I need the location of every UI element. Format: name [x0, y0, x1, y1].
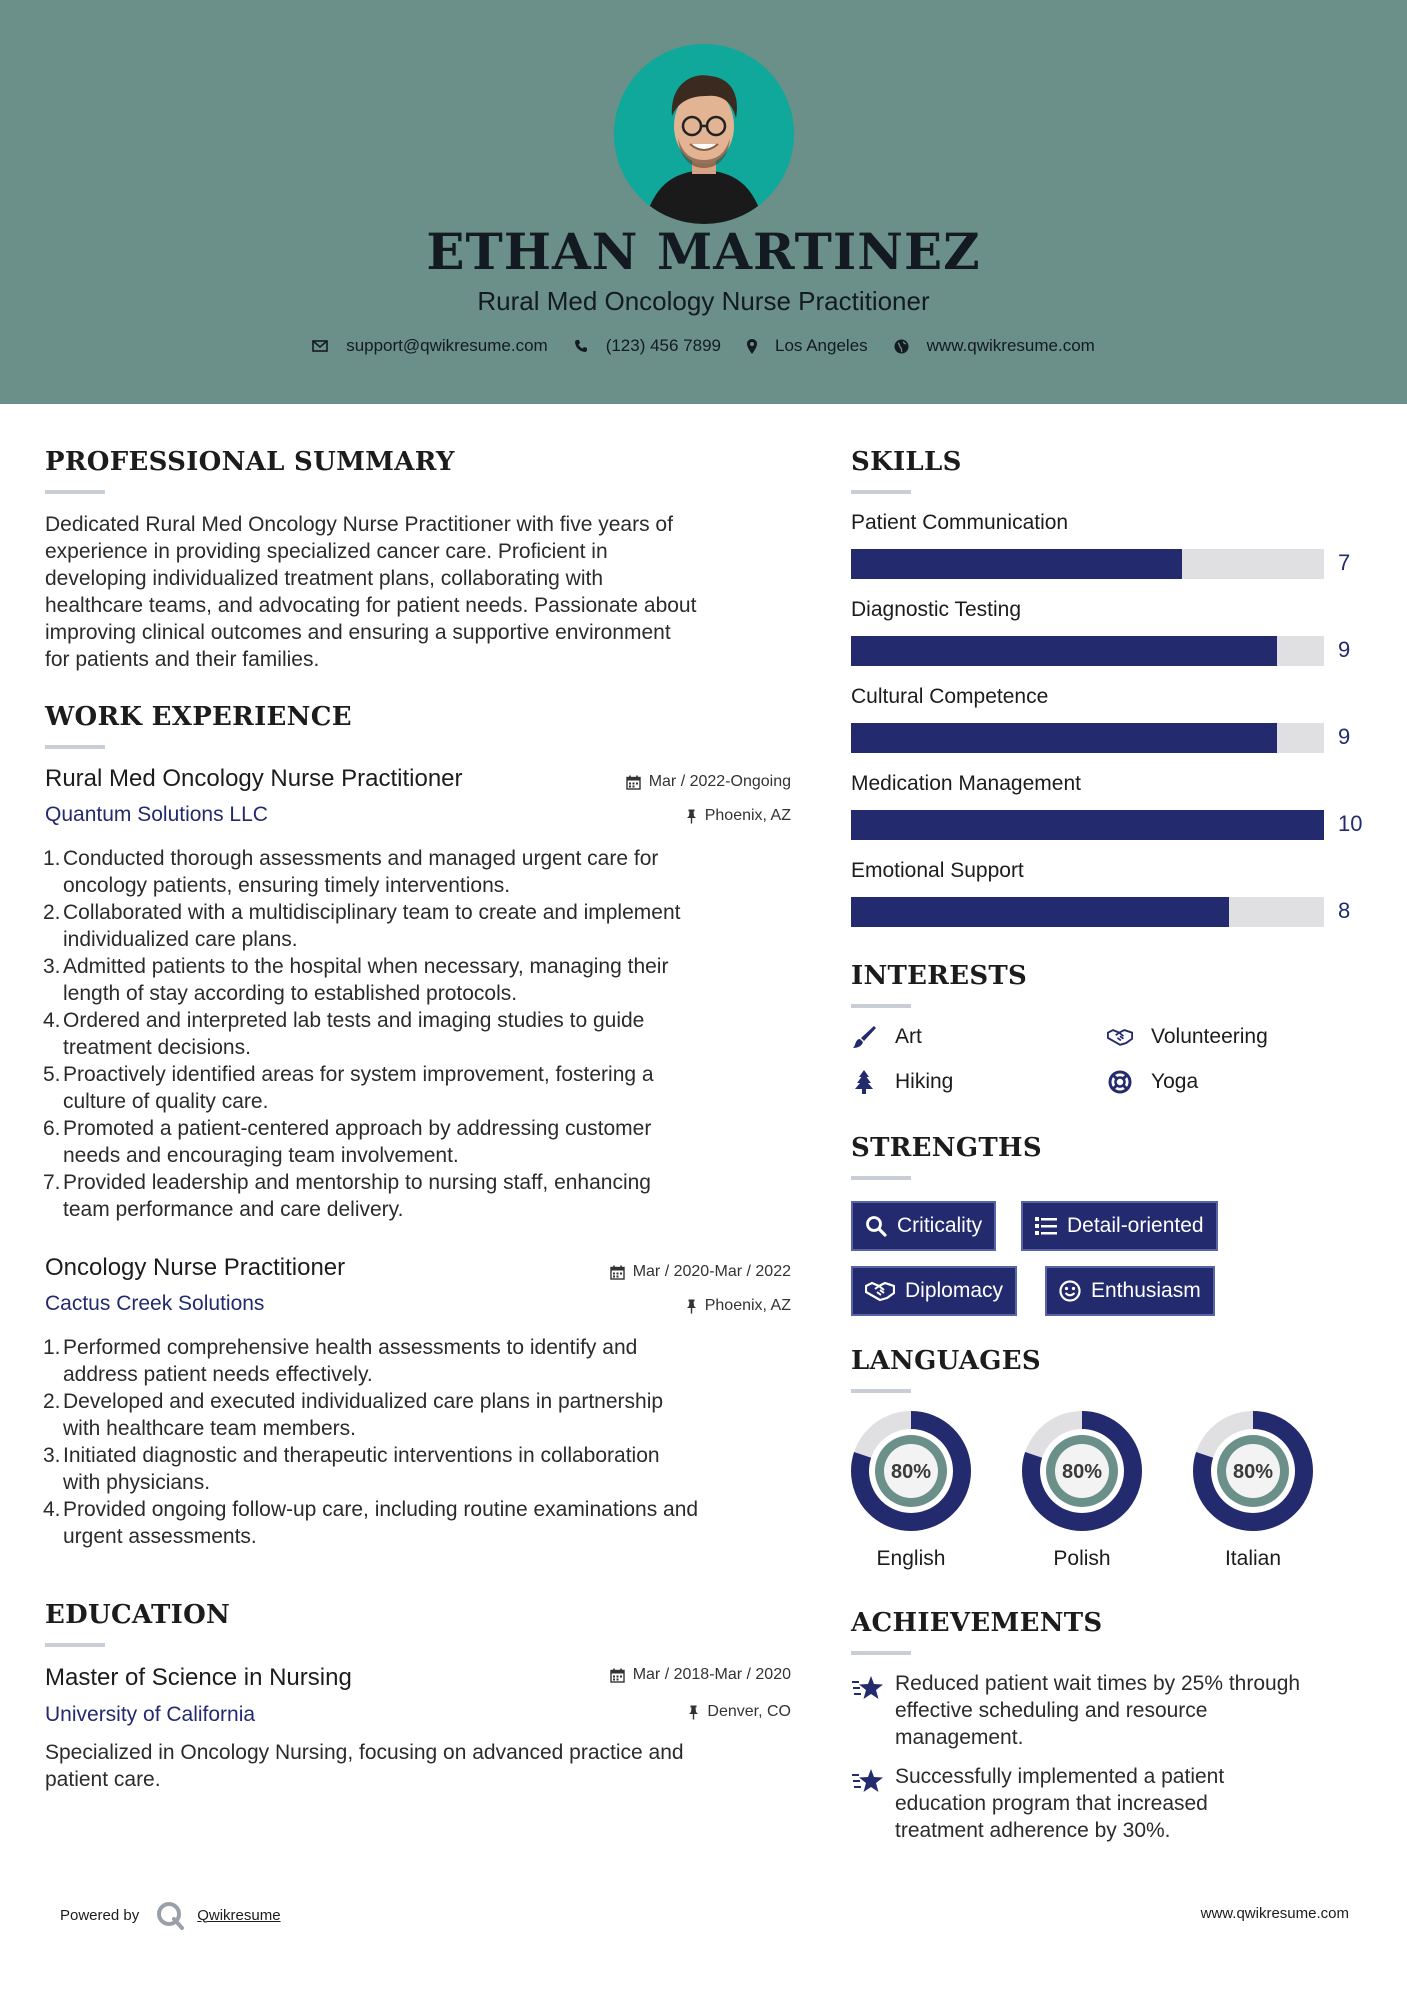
skills-heading: SKILLS: [851, 447, 962, 477]
skill-value: 9: [1338, 637, 1351, 662]
interest-label: Yoga: [1151, 1070, 1199, 1093]
list-item: 2. Developed and executed individualized care plans in partnership with healthcare team members.: [45, 1388, 805, 1442]
experience-heading: WORK EXPERIENCE: [45, 702, 352, 732]
skill-bar-track: [851, 810, 1324, 840]
language-donut: [849, 1409, 973, 1533]
language-percent: 80%: [890, 1461, 932, 1483]
duty-line: Provided ongoing follow-up care, including routine examinations and: [63, 1498, 699, 1521]
skill-name: Emotional Support: [851, 859, 1024, 882]
education-description: [45, 1739, 684, 1793]
summary-text: [45, 511, 696, 673]
interests-underline: [851, 1004, 911, 1008]
interest-label: Art: [895, 1025, 922, 1048]
list-item: 5. Proactively identified areas for system improvement, fostering a culture of quality care.: [45, 1061, 805, 1115]
map-marker-icon: [747, 339, 757, 354]
dates-text: Mar / 2020-Mar / 2022: [632, 1263, 791, 1280]
location-text: Phoenix, AZ: [704, 1297, 791, 1314]
strength-tag-criticality: [851, 1201, 996, 1251]
list-item: 3. Admitted patients to the hospital when necessary, managing their length of stay according to established protocols.: [45, 953, 805, 1007]
duty-line: Conducted thorough assessments and managed urgent care for: [63, 847, 659, 870]
interest-label: Volunteering: [1151, 1025, 1268, 1048]
duty-line: culture of quality care.: [63, 1090, 269, 1113]
achievement-item: [851, 1763, 1371, 1844]
duty-line: Proactively identified areas for system improvement, fostering a: [63, 1063, 654, 1086]
summary-heading: PROFESSIONAL SUMMARY: [45, 447, 455, 477]
duty-line: Provided leadership and mentorship to nursing staff, enhancing: [63, 1171, 651, 1194]
phone-text: (123) 456 7899: [605, 336, 722, 355]
achievement-line: effective scheduling and resource: [895, 1699, 1208, 1722]
list-item: 4. Provided ongoing follow-up care, including routine examinations and urgent assessments.: [45, 1496, 805, 1550]
job-location: [686, 807, 791, 825]
job-title: Oncology Nurse Practitioner: [45, 1254, 346, 1281]
skill-bar-track: [851, 636, 1324, 666]
duty-line: with healthcare team members.: [63, 1417, 356, 1440]
list-icon: [1035, 1216, 1057, 1236]
language-percent: 80%: [1232, 1461, 1274, 1483]
phone-icon: [574, 339, 588, 353]
language-donut: [1020, 1409, 1144, 1533]
contact-website[interactable]: [894, 336, 1095, 356]
strength-label: Diplomacy: [905, 1279, 1004, 1302]
duty-line: address patient needs effectively.: [63, 1363, 373, 1386]
powered-by-text: Powered by: [60, 1906, 140, 1924]
language-name: English: [876, 1547, 946, 1570]
language-item: [849, 1409, 973, 1570]
handshake-icon: [1107, 1026, 1133, 1048]
skill-bar-track: [851, 723, 1324, 753]
job-title: Rural Med Oncology Nurse Practitioner: [45, 765, 463, 792]
education-location: [688, 1703, 791, 1721]
education-heading: EDUCATION: [45, 1600, 231, 1630]
website-text: www.qwikresume.com: [926, 336, 1095, 355]
skill-bar-fill: [851, 723, 1277, 753]
interest-volunteering: [1107, 1025, 1268, 1049]
job-dates: [626, 773, 791, 791]
list-item: 2. Collaborated with a multidisciplinary team to create and implement individualized care plans.: [45, 899, 805, 953]
list-item: 4. Ordered and interpreted lab tests and imaging studies to guide treatment decisions.: [45, 1007, 805, 1061]
contact-email[interactable]: [312, 336, 548, 356]
summary-line: experience in providing specialized cancer care. Proficient in: [45, 540, 608, 563]
globe-icon: [894, 339, 909, 354]
list-item: 1. Conducted thorough assessments and managed urgent care for oncology patients, ensuring timely interventions.: [45, 845, 805, 899]
skill-value: 8: [1338, 898, 1351, 923]
school-name: University of California: [45, 1703, 256, 1726]
duty-line: Ordered and interpreted lab tests and imaging studies to guide: [63, 1009, 645, 1032]
interests-heading: INTERESTS: [851, 961, 1028, 991]
achievement-item: [851, 1670, 1371, 1751]
footer-powered-by: [60, 1900, 281, 1930]
skill-bar-fill: [851, 810, 1324, 840]
education-dates: [610, 1666, 791, 1684]
smile-icon: [1059, 1280, 1081, 1302]
duty-line: Developed and executed individualized care plans in partnership: [63, 1390, 664, 1413]
achievement-text: [895, 1670, 1300, 1751]
achievement-line: management.: [895, 1726, 1024, 1749]
duty-line: needs and encouraging team involvement.: [63, 1144, 459, 1167]
location-text: Denver, CO: [707, 1703, 791, 1720]
strength-label: Detail-oriented: [1067, 1214, 1204, 1237]
achievement-line: Reduced patient wait times by 25% through: [895, 1672, 1301, 1695]
strength-label: Criticality: [897, 1214, 983, 1237]
job-duties-list: [45, 1334, 805, 1550]
achievements-heading: ACHIEVEMENTS: [851, 1608, 1103, 1638]
interest-hiking: [851, 1070, 953, 1094]
skill-name: Diagnostic Testing: [851, 598, 1022, 621]
duty-line: with physicians.: [63, 1471, 211, 1494]
paintbrush-icon: [851, 1025, 877, 1049]
handshake-icon: [865, 1280, 895, 1302]
duty-line: oncology patients, ensuring timely interventions.: [63, 874, 511, 897]
languages-heading: LANGUAGES: [851, 1346, 1041, 1376]
email-text: support@qwikresume.com: [346, 336, 548, 355]
search-icon: [865, 1215, 887, 1237]
contact-phone[interactable]: [574, 336, 721, 356]
list-item: 3. Initiated diagnostic and therapeutic interventions in collaboration with physicians.: [45, 1442, 805, 1496]
skill-bar-fill: [851, 897, 1229, 927]
skills-underline: [851, 490, 911, 494]
experience-underline: [45, 745, 105, 749]
duty-line: Admitted patients to the hospital when necessary, managing their: [63, 955, 669, 978]
interest-art: [851, 1025, 922, 1049]
contact-location: [747, 336, 868, 356]
achievement-line: treatment adherence by 30%.: [895, 1819, 1171, 1842]
duty-line: team performance and care delivery.: [63, 1198, 404, 1221]
summary-line: developing individualized treatment plans, collaborating with: [45, 567, 604, 590]
company-name: Quantum Solutions LLC: [45, 803, 268, 826]
contact-bar: [0, 336, 1407, 356]
language-percent: 80%: [1061, 1461, 1103, 1483]
job-dates: [610, 1263, 791, 1281]
footer-website[interactable]: www.qwikresume.com: [1200, 1905, 1349, 1922]
language-item: [1191, 1409, 1315, 1570]
language-name: Polish: [1053, 1547, 1111, 1570]
star-award-icon: [851, 1670, 895, 1751]
lifebuoy-icon: [1107, 1070, 1133, 1094]
duty-line: Initiated diagnostic and therapeutic interventions in collaboration: [63, 1444, 660, 1467]
pushpin-icon: [686, 1299, 697, 1314]
brand-link[interactable]: Qwikresume: [197, 1906, 281, 1924]
skill-name: Cultural Competence: [851, 685, 1049, 708]
duty-line: Performed comprehensive health assessments to identify and: [63, 1336, 638, 1359]
languages-underline: [851, 1389, 911, 1393]
interest-yoga: [1107, 1070, 1198, 1094]
skill-bar-track: [851, 897, 1324, 927]
duty-line: length of stay according to established protocols.: [63, 982, 518, 1005]
summary-line: for patients and their families.: [45, 648, 320, 671]
language-name: Italian: [1224, 1547, 1282, 1570]
resume-header: [0, 0, 1407, 404]
tree-icon: [851, 1070, 877, 1094]
dates-text: Mar / 2018-Mar / 2020: [632, 1666, 791, 1683]
envelope-icon: [312, 340, 328, 352]
company-name: Cactus Creek Solutions: [45, 1292, 265, 1315]
achievement-line: Successfully implemented a patient: [895, 1765, 1225, 1788]
duty-line: urgent assessments.: [63, 1525, 257, 1548]
strength-tag-detail-oriented: [1021, 1201, 1218, 1251]
skill-bar-track: [851, 549, 1324, 579]
achievement-line: education program that increased: [895, 1792, 1208, 1815]
job-location: [686, 1297, 791, 1315]
strengths-heading: STRENGTHS: [851, 1133, 1042, 1163]
star-award-icon: [851, 1763, 895, 1844]
avatar: [614, 44, 794, 224]
skill-bar-fill: [851, 549, 1182, 579]
qwikresume-logo-icon: [155, 1900, 185, 1930]
skill-name: Patient Communication: [851, 511, 1069, 534]
strength-label: Enthusiasm: [1091, 1279, 1201, 1302]
strength-tag-enthusiasm: [1045, 1266, 1215, 1316]
location-text: Phoenix, AZ: [704, 807, 791, 824]
dates-text: Mar / 2022-Ongoing: [648, 773, 791, 790]
calendar-icon: [610, 1668, 625, 1683]
calendar-icon: [610, 1265, 625, 1280]
candidate-role: Rural Med Oncology Nurse Practitioner: [477, 286, 930, 316]
language-item: [1020, 1409, 1144, 1570]
duty-line: treatment decisions.: [63, 1036, 251, 1059]
summary-underline: [45, 490, 105, 494]
skill-value: 7: [1338, 550, 1351, 575]
summary-line: Dedicated Rural Med Oncology Nurse Practitioner with five years of: [45, 513, 673, 536]
summary-line: healthcare teams, and advocating for patient needs. Passionate about: [45, 594, 697, 617]
location-text: Los Angeles: [775, 336, 868, 355]
candidate-name: ETHAN MARTINEZ: [426, 222, 981, 281]
degree-title: Master of Science in Nursing: [45, 1664, 352, 1691]
duty-line: individualized care plans.: [63, 928, 298, 951]
calendar-icon: [626, 775, 641, 790]
achievement-text: [895, 1763, 1224, 1844]
skill-name: Medication Management: [851, 772, 1081, 795]
list-item: 1. Performed comprehensive health assessments to identify and address patient needs effectively.: [45, 1334, 805, 1388]
interest-label: Hiking: [895, 1070, 954, 1093]
skill-value: 9: [1338, 724, 1351, 749]
strengths-underline: [851, 1176, 911, 1180]
strength-tag-diplomacy: [851, 1266, 1017, 1316]
pushpin-icon: [686, 809, 697, 824]
list-item: 7. Provided leadership and mentorship to nursing staff, enhancing team performance and care delivery.: [45, 1169, 805, 1223]
list-item: 6. Promoted a patient-centered approach by addressing customer needs and encouraging team involvement.: [45, 1115, 805, 1169]
skill-value: 10: [1338, 811, 1363, 836]
summary-line: improving clinical outcomes and ensuring a supportive environment: [45, 621, 671, 644]
education-line: patient care.: [45, 1768, 161, 1791]
education-underline: [45, 1643, 105, 1647]
achievements-underline: [851, 1651, 911, 1655]
language-donut: [1191, 1409, 1315, 1533]
skill-bar-fill: [851, 636, 1277, 666]
education-line: Specialized in Oncology Nursing, focusing on advanced practice and: [45, 1741, 684, 1764]
job-duties-list: [45, 845, 805, 1223]
duty-line: Collaborated with a multidisciplinary team to create and implement: [63, 901, 681, 924]
duty-line: Promoted a patient-centered approach by addressing customer: [63, 1117, 652, 1140]
pushpin-icon: [688, 1705, 699, 1720]
